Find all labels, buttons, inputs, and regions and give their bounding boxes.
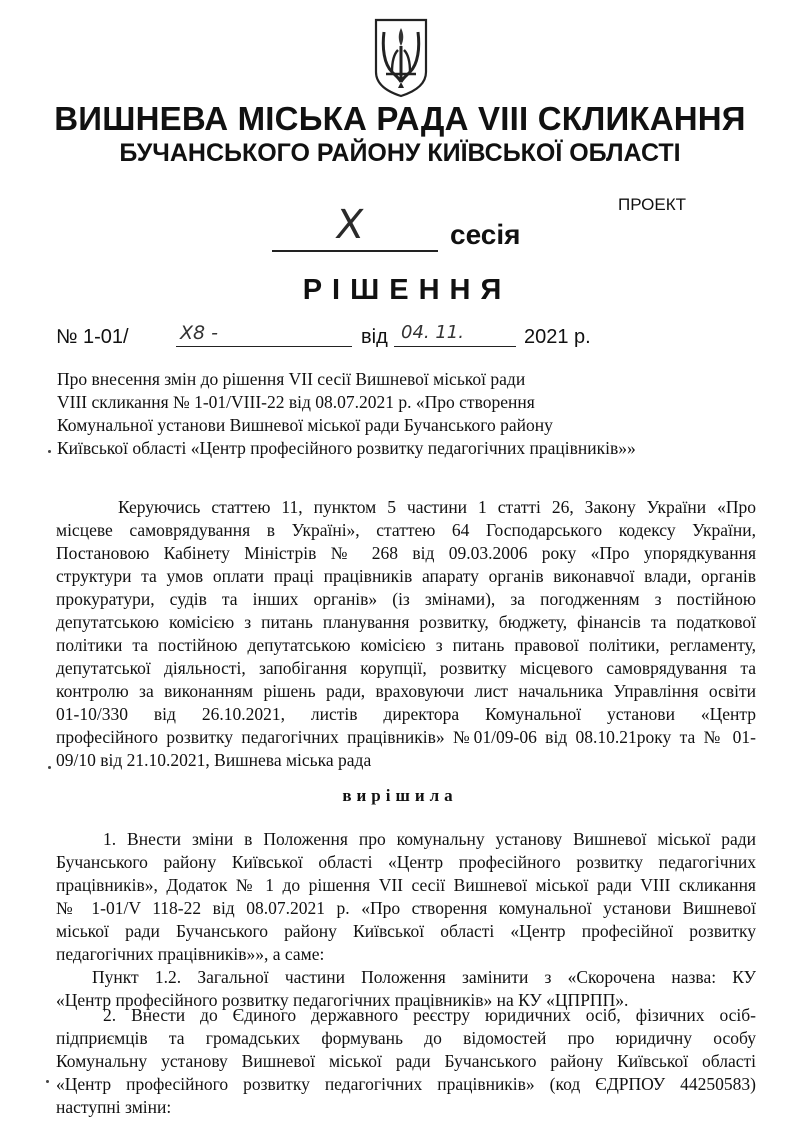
text-line: місцеве самоврядування в Україні», статтею 64 Господарського кодексу України, [56, 520, 756, 540]
number-prefix: № 1-01/ [56, 326, 129, 348]
trident-emblem-icon [372, 16, 430, 100]
text-line: Пункт 1.2. Загальної частини Положення замінити з «Скорочена назва: КУ [92, 967, 756, 987]
preamble-paragraph [56, 496, 756, 772]
council-name: ВИШНЕВА МІСЬКА РАДА VIII СКЛИКАННЯ [54, 100, 746, 137]
number-underline [176, 346, 352, 347]
text-line: педагогічних працівників»», а саме: [56, 944, 325, 964]
text-line: контролю за виконанням рішень ради, враховуючи лист начальника Управління освіти [56, 681, 756, 701]
scan-speck [46, 1080, 49, 1083]
scan-speck [48, 450, 51, 453]
text-line: № 1-01/V 118-22 від 08.07.2021 р. «Про створення комунальної установи Вишневої [56, 898, 756, 918]
subject-line: VIII скликання № 1-01/VIII-22 від 08.07.2021 р. «Про створення [57, 392, 535, 412]
text-line: прокуратури, судів та інших органів» (із змінами), за погодженням з постійною [56, 589, 756, 609]
text-line: «Центр професійного розвитку педагогічних працівників» (код ЄДРПОУ 44250583) [56, 1074, 756, 1094]
session-number-handwritten: X [332, 202, 367, 248]
text-line: 2. Внести до Єдиного державного реєстру юридичних осіб, фізичних осіб- [103, 1005, 756, 1025]
text-line: структури та умов оплати праці працівників апарату органів виконавчої влади, органів [56, 566, 756, 586]
date-from-label: від [361, 326, 388, 348]
text-line: Постановою Кабінету Міністрів № 268 від 09.03.2006 року «Про упорядкування [56, 543, 756, 563]
text-line: наступні зміни: [56, 1097, 172, 1117]
text-line: депутатською комісією з питань планування розвитку, бюджету, фінансів та податкової [56, 612, 756, 632]
text-line: 09/10 від 21.10.2021, Вишнева міська рада [56, 750, 372, 770]
subject-line: Київської області «Центр професійного розвитку педагогічних працівників»» [57, 438, 636, 458]
subject-line: Про внесення змін до рішення VII сесії Вишневої міської ради [57, 369, 526, 389]
date-handwritten: 04. 11. [401, 322, 464, 343]
decision-title: РІШЕННЯ [302, 274, 512, 306]
text-line: міської ради Бучанського району Київської області «Центр професійної розвитку [56, 921, 756, 941]
session-label: сесія [450, 219, 521, 250]
item-1-paragraph [56, 828, 756, 1012]
subject-line: Комунальної установи Вишневої міської ради Бучанського району [57, 415, 553, 435]
year-label: 2021 р. [524, 326, 591, 348]
text-line: «Центр професійного розвитку педагогічних працівників» на КУ «ЦПРПП». [56, 990, 629, 1010]
text-line: Комунальну установу Вишневої міської ради Бучанського району Київської області [56, 1051, 756, 1071]
text-line: Керуючись статтею 11, пунктом 5 частини 1 статті 26, Закону України «Про [118, 497, 756, 517]
text-line: професійного розвитку педагогічних працівників» №01/09-06 від 08.10.21року та № 01- [56, 727, 756, 747]
scan-speck [48, 766, 51, 769]
text-line: депутатської діяльності, запобігання корупції, розвитку місцевого самоврядування та [56, 658, 756, 678]
resolved-heading: вирішила [342, 786, 458, 805]
decision-number-row [56, 322, 756, 352]
number-handwritten: X8 - [180, 322, 218, 344]
text-line: Бучанського району Київської області «Центр професійного розвитку педагогічних [56, 852, 756, 872]
text-line: підприємців та громадських формувань до відомостей про юридичну особу [56, 1028, 756, 1048]
decision-subject [57, 368, 757, 460]
text-line: політики та постійною депутатською комісією з питань правової політики, регламенту, [56, 635, 756, 655]
project-mark: ПРОЕКТ [618, 195, 687, 214]
text-line: 01-10/330 від 26.10.2021, листів директора Комунальної установи «Центр [56, 704, 756, 724]
text-line: 1. Внести зміни в Положення про комунальну установу Вишневої міської ради [103, 829, 756, 849]
date-underline [394, 346, 516, 347]
council-district: БУЧАНСЬКОГО РАЙОНУ КИЇВСЬКОЇ ОБЛАСТІ [119, 139, 681, 167]
item-2-paragraph [56, 1004, 756, 1119]
text-line: працівників», Додаток № 1 до рішення VII сесії Вишневої міської ради VIII скликання [56, 875, 756, 895]
